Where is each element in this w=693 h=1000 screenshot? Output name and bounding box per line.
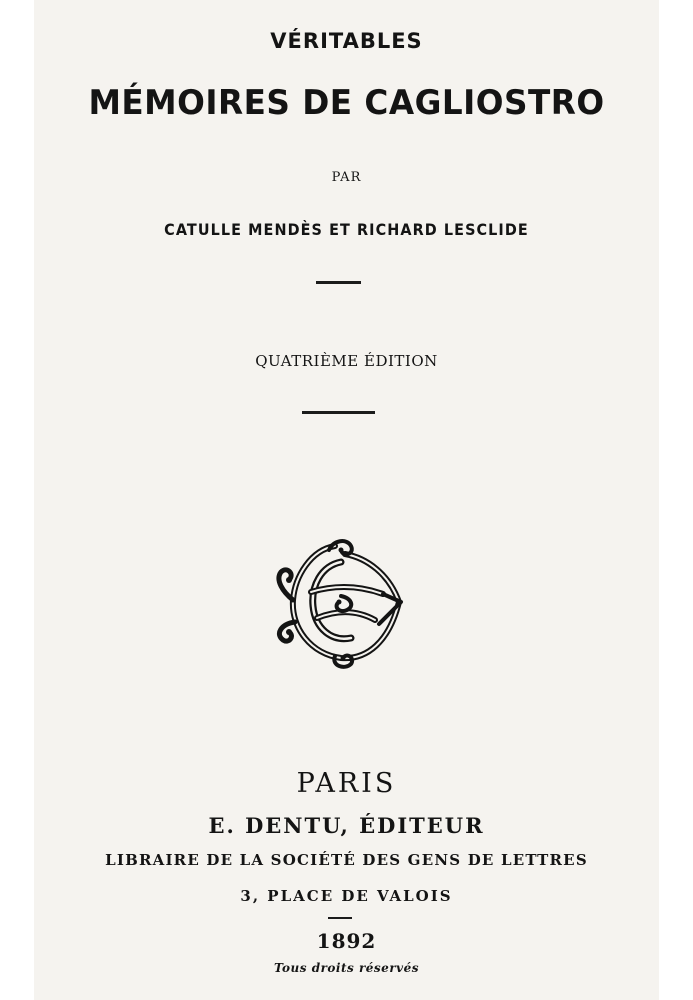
publisher-detail: LIBRAIRE DE LA SOCIÉTÉ DES GENS DE LETTRES <box>105 851 588 869</box>
divider-rule-2 <box>302 411 375 414</box>
publisher-address: 3, PLACE DE VALOIS <box>240 887 453 905</box>
publication-year: 1892 <box>316 929 377 953</box>
pre-title: VÉRITABLES <box>270 29 423 53</box>
divider-rule-1 <box>316 281 361 284</box>
by-label: PAR <box>331 170 362 185</box>
divider-rule-3 <box>328 917 352 919</box>
rights-notice: Tous droits réservés <box>274 961 419 975</box>
ed-monogram-ornament-icon <box>271 536 407 670</box>
publisher: E. DENTU, ÉDITEUR <box>208 813 485 838</box>
authors: CATULLE MENDÈS ET RICHARD LESCLIDE <box>164 220 529 239</box>
title-page <box>34 0 659 1000</box>
publication-city: PARIS <box>296 768 397 799</box>
edition: QUATRIÈME ÉDITION <box>255 352 438 370</box>
book-title: MÉMOIRES DE CAGLIOSTRO <box>88 83 605 123</box>
